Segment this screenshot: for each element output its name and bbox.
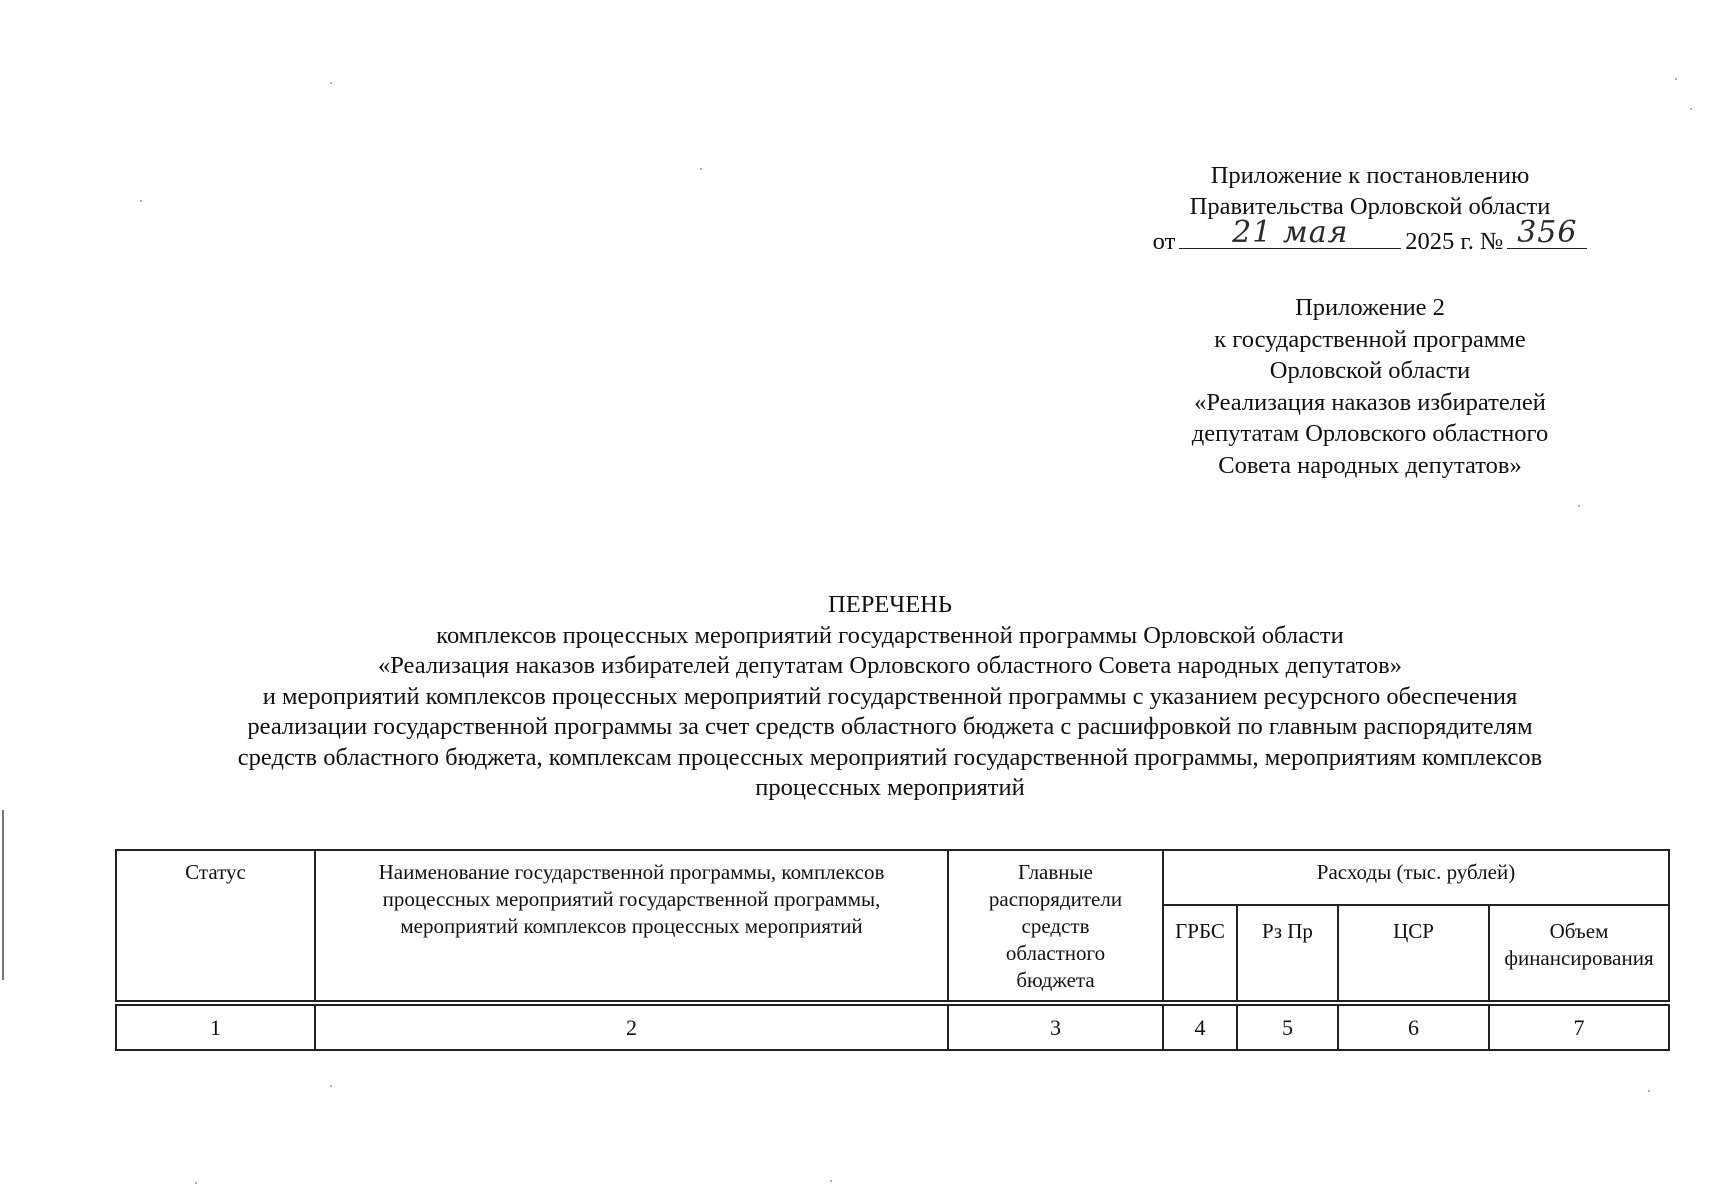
appendix-line: Приложение 2 bbox=[1295, 294, 1445, 321]
heading-line: реализации государственной программы за счет средств областного бюджета с расшифровкой по главным распорядителям bbox=[247, 713, 1533, 740]
appendix-line: «Реализация наказов избирателей bbox=[1194, 388, 1546, 416]
header-funding-volume bbox=[1489, 905, 1669, 1001]
order-prefix: от bbox=[1152, 228, 1176, 255]
header-rzpr: Рз Пр bbox=[1237, 905, 1338, 1001]
column-number-cell: 5 bbox=[1237, 1005, 1338, 1050]
scan-margin-line bbox=[2, 810, 4, 980]
header-budget-managers bbox=[948, 850, 1163, 1001]
scan-speck bbox=[195, 1182, 197, 1184]
document-heading bbox=[100, 590, 1680, 804]
column-number-cell: 6 bbox=[1338, 1005, 1489, 1050]
order-date-field bbox=[1179, 215, 1401, 250]
scan-speck bbox=[330, 1085, 332, 1087]
scan-speck bbox=[1690, 108, 1692, 110]
table-header-row bbox=[116, 850, 1669, 905]
scan-speck bbox=[330, 82, 332, 84]
header-managers-line: областного bbox=[1005, 941, 1106, 965]
handwritten-number: 356 bbox=[1517, 215, 1578, 250]
heading-line: средств областного бюджета, комплексам процессных мероприятий государственной программы, мероприятиям комплексов bbox=[237, 743, 1543, 771]
order-line-2: Правительства Орловской области bbox=[1189, 193, 1551, 220]
scan-speck bbox=[140, 200, 142, 202]
handwritten-date: 21 мая bbox=[1232, 215, 1349, 250]
header-program-name bbox=[315, 850, 948, 1001]
table-row bbox=[116, 1005, 1669, 1050]
appendix-line: к государственной программе bbox=[1214, 325, 1526, 353]
heading-line: комплексов процессных мероприятий государственной программы Орловской области bbox=[436, 621, 1344, 649]
column-number-cell: 1 bbox=[116, 1005, 315, 1050]
scan-speck bbox=[700, 168, 702, 170]
header-managers-line: бюджета bbox=[1016, 968, 1095, 992]
appendix-line: депутатам Орловского областного bbox=[1191, 420, 1549, 447]
scan-speck bbox=[1648, 1090, 1650, 1092]
scan-speck bbox=[830, 1180, 832, 1182]
column-number-cell: 4 bbox=[1163, 1005, 1237, 1050]
heading-line: «Реализация наказов избирателей депутатам Орловского областного Совета народных депутатов» bbox=[378, 652, 1402, 679]
appendix-line: Орловской области bbox=[1269, 357, 1471, 384]
appendix-line: Совета народных депутатов» bbox=[1218, 451, 1522, 479]
order-line-1: Приложение к постановлению bbox=[1210, 162, 1530, 189]
header-managers-line: Главные bbox=[1018, 860, 1093, 884]
header-name-line: мероприятий комплексов процессных мероприятий bbox=[400, 914, 863, 938]
header-managers-line: средств bbox=[1021, 914, 1090, 938]
order-year-number-label: 2025 г. № bbox=[1405, 228, 1504, 255]
heading-line: процессных мероприятий bbox=[755, 774, 1025, 801]
order-date-line bbox=[1152, 215, 1588, 257]
heading-line: и мероприятий комплексов процессных мероприятий государственной программы с указанием ресурсного обеспечения bbox=[262, 682, 1518, 710]
header-expenses: Расходы (тыс. рублей) bbox=[1163, 850, 1669, 905]
column-number-cell: 7 bbox=[1489, 1005, 1669, 1050]
header-volume-line: финансирования bbox=[1504, 946, 1654, 971]
column-number-cell: 3 bbox=[948, 1005, 1163, 1050]
header-csr: ЦСР bbox=[1338, 905, 1489, 1001]
header-volume-line: Объем bbox=[1549, 919, 1609, 944]
budget-table bbox=[115, 849, 1670, 1051]
header-status: Статус bbox=[116, 850, 315, 1001]
column-number-cell: 2 bbox=[315, 1005, 948, 1050]
order-reference bbox=[1140, 160, 1600, 257]
order-number-field bbox=[1507, 215, 1587, 250]
header-managers-line: распорядители bbox=[988, 887, 1123, 911]
header-name-line: процессных мероприятий государственной программы, bbox=[382, 887, 881, 911]
scan-speck bbox=[1578, 505, 1580, 507]
scan-speck bbox=[1675, 78, 1677, 80]
header-grbs: ГРБС bbox=[1163, 905, 1237, 1001]
header-name-line: Наименование государственной программы, комплексов bbox=[378, 860, 885, 884]
heading-title: ПЕРЕЧЕНЬ bbox=[828, 591, 952, 618]
appendix-2-block bbox=[1140, 292, 1600, 481]
